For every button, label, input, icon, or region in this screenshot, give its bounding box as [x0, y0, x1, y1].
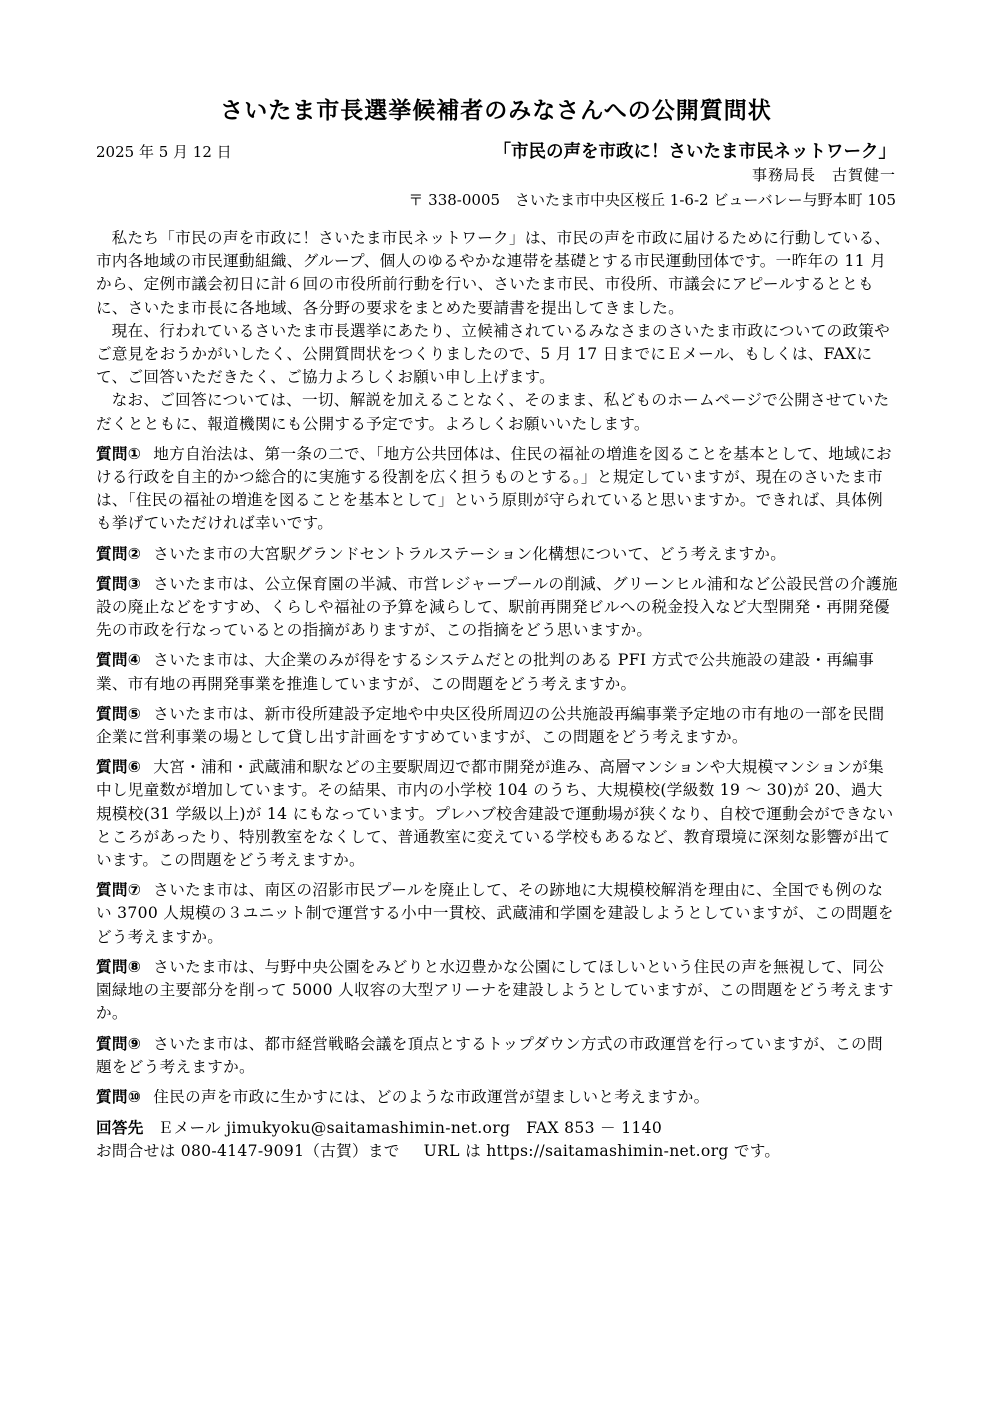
reply-label: 回答先	[96, 1119, 144, 1138]
contact-phone: お問合せは 080-4147-9091（古賀）まで	[96, 1142, 400, 1161]
reply-line	[96, 1117, 898, 1140]
question-3	[96, 573, 898, 643]
question-text: 地方自治法は、第一条の二で、「地方公共団体は、住民の福祉の増進を図ることを基本として、地域における行政を自主的かつ総合的に実施する役割を広く担うものとする。」と規定していますが、現在のさいたま市は、「住民の福祉の増進を図ることを基本として」という原則が守られていると思いますか。できれば、具体例も挙げていただければ幸いです。	[96, 444, 892, 533]
question-2	[96, 543, 898, 566]
question-text: さいたま市は、公立保育園の半減、市営レジャープールの削減、グリーンヒル浦和など公設民営の介護施設の廃止などをすすめ、くらしや福祉の予算を減らして、駅前再開発ビルへの税金投入など大型開発・再開発優先の市政を行なっているとの指摘がありますが、この指摘をどう思いますか。	[96, 574, 898, 640]
question-label: 質問⑦	[96, 881, 142, 900]
question-text: 住民の声を市政に生かすには、どのような市政運営が望ましいと考えますか。	[153, 1087, 710, 1106]
question-label: 質問⑨	[96, 1034, 142, 1053]
question-label: 質問②	[96, 544, 142, 563]
question-label: 質問⑧	[96, 957, 142, 976]
question-5	[96, 703, 898, 749]
question-7	[96, 879, 898, 949]
secretary-name: 事務局長 古賀健一	[751, 166, 896, 184]
intro-paragraph-1: 私たち「市民の声を市政に！さいたま市民ネットワーク」は、市民の声を市政に届けるために行動している、市内各地域の市民運動組織、グループ、個人のゆるやかな連帯を基礎とする市民運動団体です。一昨年の 11 月から、定例市議会初日に計６回の市役所前行動を行い、さいたま市民、市役所、市議会にアピールするとともに、さいたま市長に各地域、各分野の要求をまとめた要請書を提出してきました。	[96, 229, 891, 317]
question-9	[96, 1033, 898, 1079]
reply-contact: Ｅメール jimukyoku@saitamashimin-net.org FAX 853 － 1140	[157, 1119, 663, 1138]
question-4	[96, 649, 898, 695]
question-label: 質問③	[96, 574, 142, 593]
reply-info	[96, 1117, 898, 1163]
contact-url: URL は https://saitamashimin-net.org です。	[423, 1142, 781, 1161]
question-1	[96, 443, 898, 536]
question-text: さいたま市は、新市役所建設予定地や中央区役所周辺の公共施設再編事業予定地の市有地の一部を民間企業に営利事業の場として貸し出す計画をすすめていますが、この問題をどう考えますか。	[96, 704, 885, 747]
question-10	[96, 1086, 898, 1109]
question-text: さいたま市は、南区の沼影市民プールを廃止して、その跡地に大規模校解消を理由に、全国でも例のない 3700 人規模の３ユニット制で運営する小中一貫校、武蔵浦和学園を建設しようとしていますが、この問題をどう考えますか。	[96, 881, 894, 946]
question-label: 質問④	[96, 651, 142, 670]
question-text: さいたま市は、都市経営戦略会議を頂点とするトップダウン方式の市政運営を行っていますが、この問題をどう考えますか。	[96, 1034, 883, 1076]
document-title: さいたま市長選挙候補者のみなさんへの公開質問状	[220, 98, 772, 124]
question-label: 質問⑩	[96, 1087, 142, 1106]
question-text: さいたま市は、大企業のみが得をするシステムだとの批判のある PFI 方式で公共施設の建設・再編事業、市有地の再開発事業を推進していますが、この問題をどう考えますか。	[96, 651, 875, 693]
question-8	[96, 956, 898, 1026]
contact-line	[96, 1140, 898, 1163]
question-label: 質問①	[96, 444, 142, 463]
question-6	[96, 756, 898, 872]
document-body	[96, 227, 898, 1164]
question-label: 質問⑥	[96, 758, 142, 777]
intro-paragraph-2: 現在、行われているさいたま市長選挙にあたり、立候補されているみなさまのさいたま市政についての政策やご意見をおうかがいしたく、公開質問状をつくりましたので、5 月 17 日までにＥメール、もしくは、FAXにて、ご回答いただきたく、ご協力よろしくお願い申し上げます。	[96, 321, 891, 387]
question-label: 質問⑤	[96, 704, 142, 723]
organization-name: 「市民の声を市政に！さいたま市民ネットワーク」	[493, 142, 896, 162]
question-text: 大宮・浦和・武蔵浦和駅などの主要駅周辺で都市開発が進み、高層マンションや大規模マンションが集中し児童数が増加しています。その結果、市内の小学校 104 のうち、大規模校(学級数 19 ～ 30)が 20、過大規模校(31 学級以上)が 14 にもなっています。プレハブ校舎建設で運動場が狭くなり、自校で運動会ができないところがあったり、特別教室をなくして、普通教室に変えている学校もあるなど、教育環境に深刻な影響が出ています。この問題をどう考えますか。	[96, 758, 894, 870]
intro-paragraph-3: なお、ご回答については、一切、解説を加えることなく、そのまま、私どものホームページで公開させていただくとともに、報道機関にも公開する予定です。よろしくお願いいたします。	[96, 391, 890, 433]
question-text: さいたま市は、与野中央公園をみどりと水辺豊かな公園にしてほしいという住民の声を無視して、同公園緑地の主要部分を削って 5000 人収容の大型アリーナを建設しようとしていますが、この問題をどう考えますか。	[96, 957, 894, 1023]
question-text: さいたま市の大宮駅グランドセントラルステーション化構想について、どう考えますか。	[153, 544, 787, 563]
organization-address: 〒 338-0005 さいたま市中央区桜丘 1-6-2 ビューバレー与野本町 105	[408, 191, 896, 209]
document-date: 2025 年 5 月 12 日	[96, 143, 232, 161]
